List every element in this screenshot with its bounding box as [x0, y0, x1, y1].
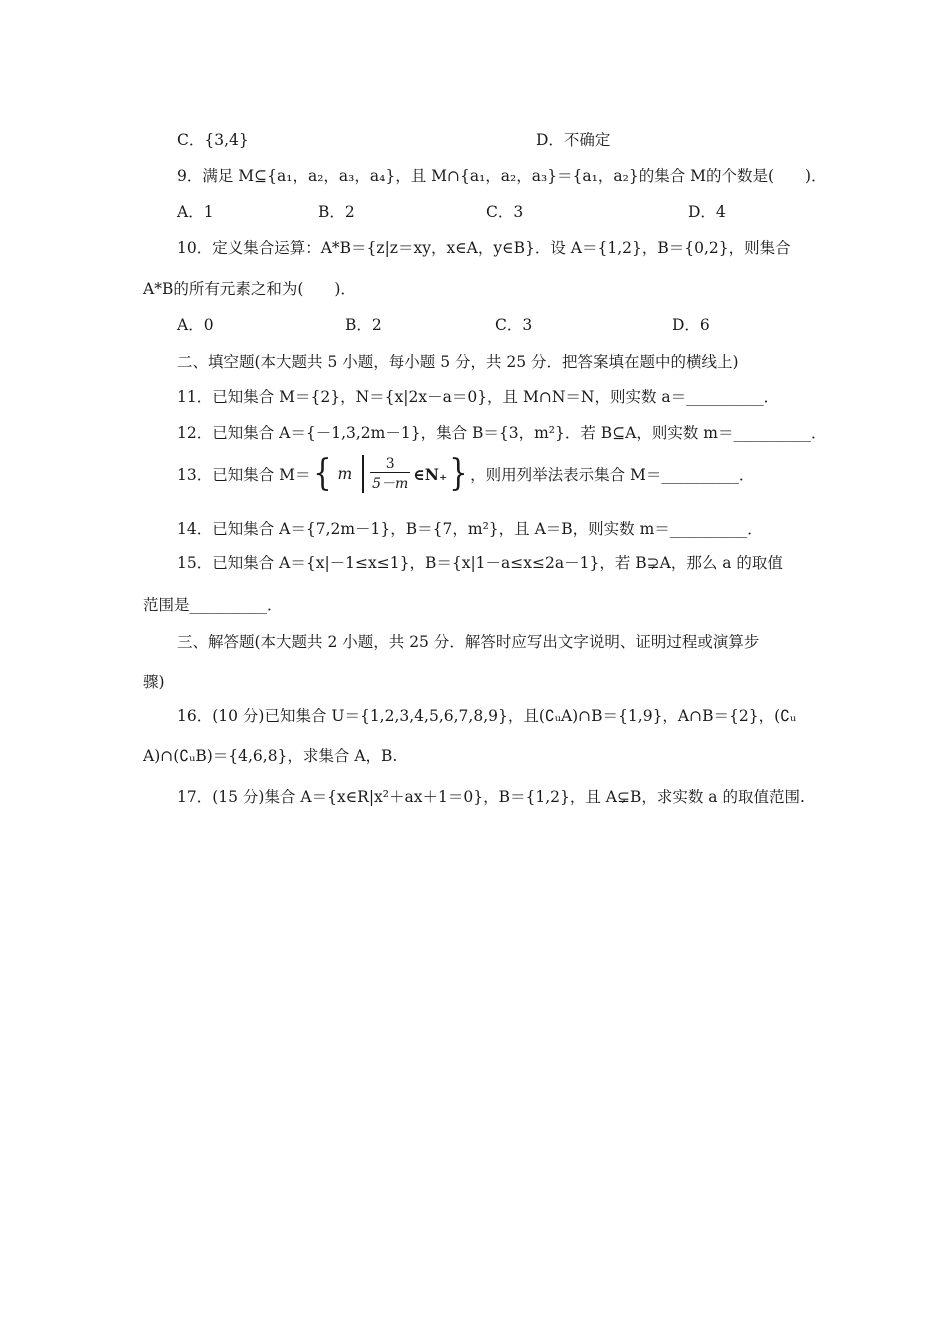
q13-set-expression — [311, 455, 471, 493]
section3-heading-line1: 三、解答题(本大题共 2 小题，共 25 分．解答时应写出文字说明、证明过程或演算步 — [177, 633, 760, 651]
q10-stem-line1: 10．定义集合运算：A*B＝{z|z＝xy，x∈A，y∈B}．设 A＝{1,2}，B＝{0,2}，则集合 — [177, 239, 791, 257]
q10-option-c: C．3 — [495, 316, 533, 334]
q14-text: 14．已知集合 A＝{7,2m－1}，B＝{7，m²}，且 A＝B，则实数 m＝__________． — [177, 520, 763, 538]
q16-line2: A)∩(∁ᵤB)＝{4,6,8}，求集合 A，B. — [143, 747, 398, 765]
q10-option-d: D．6 — [672, 316, 710, 334]
q12-text: 12．已知集合 A＝{－1,3,2m－1}，集合 B＝{3，m²}．若 B⊆A，则实数 m＝__________． — [177, 424, 827, 442]
q9-option-c: C．3 — [486, 203, 524, 221]
q10-option-a: A．0 — [177, 316, 214, 334]
q9-option-d: D．4 — [688, 203, 726, 221]
q13-prefix: 13．已知集合 M＝ — [177, 466, 311, 484]
q13-set-var: m — [337, 465, 353, 483]
q13-right-brace: } — [449, 453, 468, 494]
q11-text: 11．已知集合 M＝{2}，N＝{x|2x－a＝0}，且 M∩N＝N，则实数 a＝__________． — [177, 388, 780, 406]
q10-stem-line2: A*B的所有元素之和为( )． — [143, 280, 356, 298]
q8-option-c: C．{3,4} — [177, 131, 249, 149]
q16-line1: 16．(10 分)已知集合 U＝{1,2,3,4,5,6,7,8,9}，且(∁ᵤA)∩B＝{1,9}，A∩B＝{2}，(∁ᵤ — [177, 707, 797, 725]
q13-denominator: 5－m — [372, 475, 409, 492]
q8-option-d: D．不确定 — [536, 131, 611, 149]
section3-heading-line2: 骤) — [143, 673, 165, 691]
q9-option-a: A．1 — [177, 203, 214, 221]
q13-fraction — [370, 456, 410, 493]
q15-line2: 范围是__________． — [143, 596, 283, 614]
q9-option-b: B．2 — [318, 203, 355, 221]
q13-text — [177, 452, 754, 496]
q17-text: 17．(15 分)集合 A＝{x∈R|x²＋ax＋1＝0}，B＝{1,2}，且 A⊊B，求实数 a 的取值范围. — [177, 788, 805, 806]
q13-numerator: 3 — [370, 456, 410, 473]
q9-stem: 9．满足 M⊆{a₁，a₂，a₃，a₄}，且 M∩{a₁，a₂，a₃}＝{a₁，a₂}的集合 M的个数是( )． — [177, 167, 827, 185]
q13-bar — [362, 455, 364, 493]
q13-left-brace: { — [312, 453, 332, 494]
section2-heading: 二、填空题(本大题共 5 小题，每小题 5 分，共 25 分．把答案填在题中的横线上) — [177, 353, 739, 371]
q10-option-b: B．2 — [345, 316, 382, 334]
q15-line1: 15．已知集合 A＝{x|－1≤x≤1}，B＝{x|1－a≤x≤2a－1}，若 B⊋A，那么 a 的取值 — [177, 554, 783, 572]
q13-membership: ∈N₊ — [413, 464, 448, 484]
q13-suffix: ，则用列举法表示集合 M＝__________． — [470, 466, 755, 484]
